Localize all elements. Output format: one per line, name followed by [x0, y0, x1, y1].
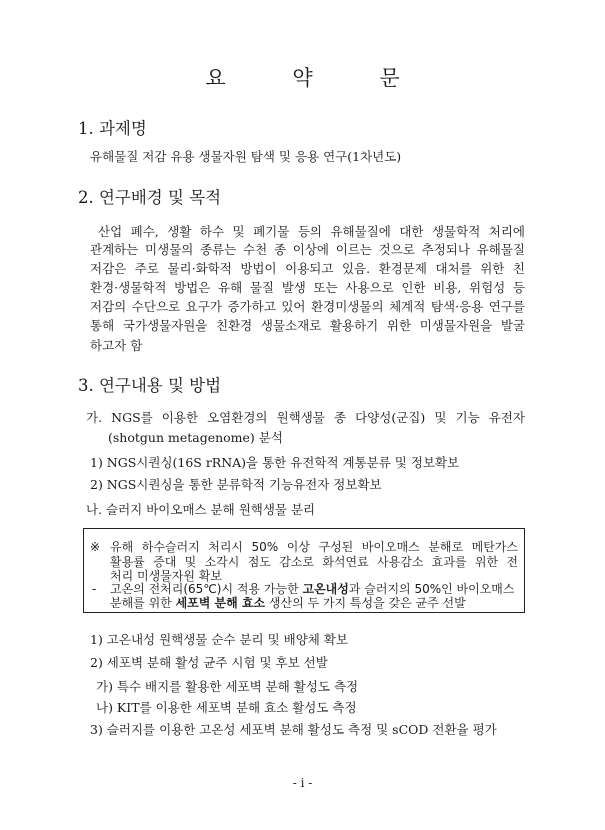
paragraph-line: 저감은 주로 물리·화학적 방법이 이용되고 있음. 환경문제 대처를 위한 친: [90, 261, 525, 276]
subitem: 1) 고온내성 원핵생물 순수 분리 및 배양체 확보: [90, 632, 348, 647]
bold-text: 고온내성: [302, 582, 349, 596]
text: 생산의 두 가지 특성을 갖은 균주 선발: [265, 596, 466, 610]
subitem: 1) NGS시퀀싱(16S rRNA)을 통한 유전학적 계통분류 및 정보확보: [90, 455, 460, 470]
note-line: 유해 하수슬러지 처리시 50% 이상 구성된 바이오매스 분해로 메탄가스: [110, 540, 518, 554]
paragraph-line: 환경·생물학적 방법은 유해 물질 발생 또는 사용으로 인한 비용, 위험성 등: [90, 280, 525, 295]
paragraph-line: 저감의 수단으로 요구가 증가하고 있어 환경미생물의 체계적 탐색·응용 연구를: [90, 299, 525, 314]
dash-mark: -: [92, 582, 97, 596]
page-title: 요 약 문: [205, 66, 430, 90]
note-line: 처리 미생물자원 확보: [110, 569, 222, 583]
bold-text: 세포벽 분해 효소: [175, 596, 266, 610]
note-line: 활용률 증대 및 소각시 점도 감소로 화석연료 사용감소 효과를 위한 전: [110, 555, 518, 569]
subitem: 2) 세포벽 분해 활성 균주 시험 및 후보 선발: [90, 655, 328, 670]
subitem: 2) NGS시퀀싱을 통한 분류학적 기능유전자 정보확보: [90, 477, 382, 492]
paragraph-line: 통해 국가생물자원을 친환경 생물소재로 활용하기 위한 미생물자원을 발굴: [90, 318, 525, 333]
subsubitem: 나) KIT를 이용한 세포벽 분해 효소 활성도 측정: [96, 700, 357, 715]
section3-heading: 3. 연구내용 및 방법: [78, 376, 222, 395]
item-ga: 가. NGS를 이용한 오염환경의 원핵생물 종 다양성(군집) 및 기능 유전자: [86, 410, 525, 425]
note-mark: ※: [90, 540, 101, 554]
section1-heading: 1. 과제명: [78, 119, 147, 138]
paragraph-line: 관계하는 미생물의 종류는 수천 종 이상에 이르는 것으로 추정되나 유해물질: [90, 242, 525, 257]
paragraph-line: 하고자 함: [90, 338, 143, 353]
subitem: 3) 슬러지를 이용한 고온성 세포벽 분해 활성도 측정 및 sCOD 전환율 평가: [90, 722, 497, 737]
text: 과 슬러지의 50%인 바이오매스: [348, 582, 515, 596]
text: 분해를 위한: [110, 596, 176, 610]
note-line: [110, 596, 466, 611]
paragraph-line: 산업 폐수, 생활 하수 및 폐기물 등의 유해물질에 대한 생물학적 처리에: [98, 224, 525, 239]
section2-heading: 2. 연구배경 및 목적: [78, 188, 222, 207]
note-line: [110, 582, 515, 597]
item-ga-cont: (shotgun metagenome) 분석: [108, 430, 283, 445]
page-number: - i -: [292, 776, 313, 790]
project-name: 유해물질 저감 유용 생물자원 탐색 및 응용 연구(1차년도): [90, 149, 402, 164]
text: 고온의 전처리(65℃)시 적용 가능한: [110, 582, 303, 596]
item-na: 나. 슬러지 바이오매스 분해 원핵생물 분리: [86, 502, 316, 517]
note-box: [83, 528, 525, 613]
subsubitem: 가) 특수 배지를 활용한 세포벽 분해 활성도 측정: [96, 679, 359, 694]
